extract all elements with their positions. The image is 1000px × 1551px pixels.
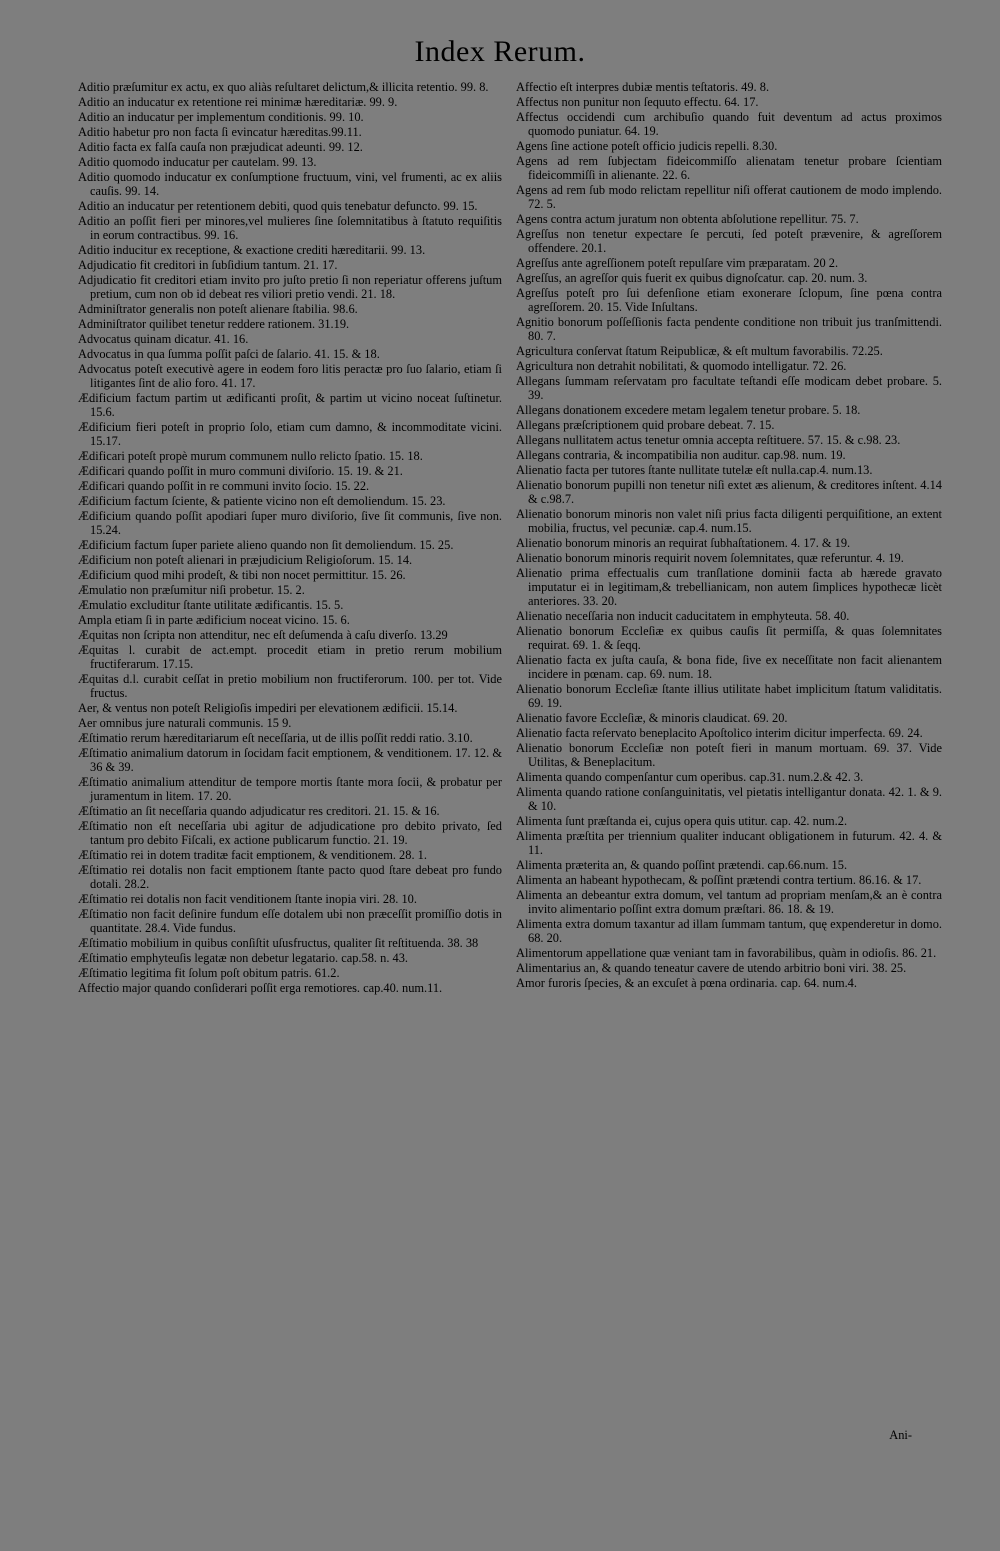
index-entry: Amor furoris ſpecies, & an excuſet à pœna ordinaria. cap. 64. num.4.	[516, 976, 857, 990]
index-entry: Ædificium non poteſt alienari in præjudicium Religioſorum. 15. 14.	[78, 553, 413, 567]
index-entry: Alienatio facta reſervato beneplacito Apoſtolico interim dicitur imperfecta. 69. 24.	[516, 726, 923, 740]
index-entry: Alimenta præſtita per triennium qualiter inducant obligationem in futurum. 42. 4. & 11.	[516, 829, 942, 857]
index-entry: Advocatus in qua ſumma poſſit paſci de ſalario. 41. 15. & 18.	[78, 347, 380, 361]
index-entry: Aditio an inducatur ex retentione rei minimæ hæreditariæ. 99. 9.	[78, 95, 398, 109]
index-entry: Æſtimatio legitima fit ſolum poſt obitum patris. 61.2.	[78, 966, 340, 980]
index-entry: Alimenta quando compenſantur cum operibus. cap.31. num.2.& 42. 3.	[516, 770, 864, 784]
index-entry: Affectus occidendi cum archibuſio quando fuit deventum ad actus proximos quomodo puniatur. 64. 19.	[516, 110, 942, 138]
index-entry: Allegans ſummam reſervatam pro facultate teſtandi eſſe modicam debet probare. 5. 39.	[516, 374, 942, 402]
index-entry: Alimenta quando ratione conſanguinitatis, vel pietatis intelligantur donata. 42. 1. & 9. & 10.	[516, 785, 942, 813]
index-entry: Agricultura non detrahit nobilitati, & quomodo intelligatur. 72. 26.	[516, 359, 847, 373]
index-entry: Aditio an inducatur per implementum conditionis. 99. 10.	[78, 110, 364, 124]
page-title: Index Rerum.	[414, 35, 586, 68]
index-entry: Alienatio bonorum pupilli non tenetur niſi extet æs alienum, & creditores inſtent. 4.14 & c.98.7.	[516, 478, 942, 506]
index-entry: Advocatus poteſt executivè agere in eodem foro litis peractæ pro ſuo ſalario, etiam ſi litigantes ſint de alio foro. 41. 17.	[78, 362, 502, 390]
index-entry: Ædificium factum ſuper pariete alieno quando non ſit demoliendum. 15. 25.	[78, 538, 454, 552]
index-entry: Affectus non punitur non ſequuto effectu. 64. 17.	[516, 95, 759, 109]
index-entry: Æmulatio excluditur ſtante utilitate ædificantis. 15. 5.	[78, 598, 344, 612]
index-entry: Aditio an inducatur per retentionem debiti, quod quis tenebatur defuncto. 99. 15.	[78, 199, 478, 213]
index-entry: Agreſſus non tenetur expectare ſe percuti, ſed poteſt prævenire, & agreſſorem offendere. 20.1.	[516, 227, 942, 255]
index-entry: Alimentarius an, & quando teneatur cavere de utendo arbitrio boni viri. 38. 25.	[516, 961, 907, 975]
index-entry: Alienatio neceſſaria non inducit caducitatem in emphyteuta. 58. 40.	[516, 609, 850, 623]
index-entry: Adjudicatio fit creditori etiam invito pro juſto pretio ſi non reperiatur offerens juſtum pretium, cum non ob id debeat res viliori pretio vendi. 21. 18.	[78, 273, 502, 301]
index-entry: Ædificium factum partim ut ædificanti proſit, & partim ut vicino noceat ſuſtinetur. 15.6.	[78, 391, 502, 419]
index-entry: Alienatio bonorum Eccleſiæ ex quibus cauſis ſit permiſſa, & quas ſolemnitates requirat. 69. 1. & ſeqq.	[516, 624, 942, 652]
index-entry: Allegans præſcriptionem quid probare debeat. 7. 15.	[516, 418, 775, 432]
index-entry: Alienatio bonorum minoris non valet niſi prius facta diligenti perquiſitione, an extent mobilia, fructus, vel pecuniæ. cap.4. num.15.	[516, 507, 942, 535]
index-entry: Alienatio prima effectualis cum tranſlatione dominii facta ab hærede gravato imputatur ei in legitimam,& trebellianicam, non autem ſimplices hypothecæ licèt anteriores. 33. 20.	[516, 566, 942, 608]
index-entry: Æſtimatio emphyteuſis legatæ non debetur legatario. cap.58. n. 43.	[78, 951, 408, 965]
index-entry: Aditio præſumitur ex actu, ex quo aliàs reſultaret delictum,& illicita retentio. 99. 8.	[78, 80, 489, 94]
index-entry: Allegans nullitatem actus tenetur omnia accepta reſtituere. 57. 15. & c.98. 23.	[516, 433, 901, 447]
index-entry: Alienatio bonorum Eccleſiæ ſtante illius utilitate habet implicitum ſtatum validitatis. 69. 19.	[516, 682, 942, 710]
index-entry: Alimenta ſunt præſtanda ei, cujus opera quis utitur. cap. 42. num.2.	[516, 814, 848, 828]
index-entry: Affectio eſt interpres dubiæ mentis teſtatoris. 49. 8.	[516, 80, 770, 94]
index-entry: Æſtimatio rei in dotem traditæ facit emptionem, & venditionem. 28. 1.	[78, 848, 427, 862]
index-entry: Agreſſus poteſt pro ſui defenſione etiam exonerare ſclopum, ſine pœna contra agreſſorem. 20. 15. Vide Inſultans.	[516, 286, 942, 314]
index-entry: Ampla etiam ſi in parte ædificium noceat vicino. 15. 6.	[78, 613, 350, 627]
index-entry: Æmulatio non præſumitur niſi probetur. 15. 2.	[78, 583, 305, 597]
index-entry: Advocatus quinam dicatur. 41. 16.	[78, 332, 249, 346]
index-entry: Agens ad rem ſub modo relictam repellitur niſi offerat cautionem de modo implendo. 72. 5.	[516, 183, 942, 211]
index-entry: Alimenta an habeant hypothecam, & poſſint prætendi contra tertium. 86.16. & 17.	[516, 873, 922, 887]
index-column-left	[72, 80, 502, 996]
index-entry: Ædificari quando poſſit in re communi invito ſocio. 15. 22.	[78, 479, 370, 493]
index-entry: Alienatio bonorum minoris an requirat ſubhaſtationem. 4. 17. & 19.	[516, 536, 851, 550]
index-entry: Æſtimatio animalium datorum in ſocidam facit emptionem, & venditionem. 17. 12. & 36 & 39.	[78, 746, 502, 774]
index-entry: Alimentorum appellatione quæ veniant tam in favorabilibus, quàm in odioſis. 86. 21.	[516, 946, 937, 960]
index-entry: Allegans donationem excedere metam legalem tenetur probare. 5. 18.	[516, 403, 861, 417]
index-entry: Alimenta extra domum taxantur ad illam ſummam tantum, quę expenderetur in domo. 68. 20.	[516, 917, 942, 945]
index-column-right	[510, 80, 942, 991]
index-entry: Aer, & ventus non poteſt Religioſis impediri per elevationem ædificii. 15.14.	[78, 701, 458, 715]
index-entry: Æſtimatio rei dotalis non facit emptionem ſtante pacto quod ſtare debeat pro fundo dotali. 28.2.	[78, 863, 502, 891]
index-entry: Alimenta an debeantur extra domum, vel tantum ad propriam menſam,& an è contra invito alimentario poſſint extra domum præſtari. 86. 18. & 19.	[516, 888, 942, 916]
index-entry: Ædificium quando poſſit apodiari ſuper muro diviſorio, ſive ſit communis, ſive non. 15.24.	[78, 509, 502, 537]
index-entry: Agricultura conſervat ſtatum Reipublicæ, & eſt multum favorabilis. 72.25.	[516, 344, 883, 358]
index-entry: Aditio quomodo inducatur per cautelam. 99. 13.	[78, 155, 317, 169]
index-entry: Alienatio facta ex juſta cauſa, & bona fide, ſive ex neceſſitate non facit alienantem incidere in pœnam. cap. 69. num. 18.	[516, 653, 942, 681]
index-entry: Ædificium fieri poteſt in proprio ſolo, etiam cum damno, & incommoditate vicini. 15.17.	[78, 420, 502, 448]
index-entry: Aer omnibus jure naturali communis. 15 9.	[78, 716, 292, 730]
index-entry: Ædificari poteſt propè murum communem nullo relicto ſpatio. 15. 18.	[78, 449, 423, 463]
index-entry: Aditio quomodo inducatur ex conſumptione fructuum, vini, vel frumenti, ac ex aliis cauſis. 99. 14.	[78, 170, 502, 198]
index-entry: Aditio habetur pro non facta ſi evincatur hæreditas.99.11.	[78, 125, 362, 139]
index-entry: Agreſſus ante agreſſionem poteſt repulſare vim præparatam. 20 2.	[516, 256, 839, 270]
index-entry: Aditio inducitur ex receptione, & exactione crediti hæreditarii. 99. 13.	[78, 243, 426, 257]
index-entry: Adminiſtrator quilibet tenetur reddere rationem. 31.19.	[78, 317, 350, 331]
index-entry: Æſtimatio animalium attenditur de tempore mortis ſtante mora ſocii, & probatur per juramentum in litem. 17. 20.	[78, 775, 502, 803]
index-entry: Alienatio bonorum minoris requirit novem ſolemnitates, quæ referuntur. 4. 19.	[516, 551, 904, 565]
index-entry: Aditio facta ex falſa cauſa non præjudicat adeunti. 99. 12.	[78, 140, 363, 154]
catchword: Ani-	[889, 1428, 912, 1442]
index-entry: Allegans contraria, & incompatibilia non auditur. cap.98. num. 19.	[516, 448, 846, 462]
index-entry: Alienatio bonorum Eccleſiæ non poteſt fieri in manum mortuam. 69. 37. Vide Utilitas, & Beneplacitum.	[516, 741, 942, 769]
index-entry: Æquitas non ſcripta non attenditur, nec eſt deſumenda à caſu diverſo. 13.29	[78, 628, 448, 642]
index-entry: Æſtimatio non facit deſinire fundum eſſe dotalem ubi non præceſſit promiſſio dotis in quantitate. 28.4. Vide fundus.	[78, 907, 502, 935]
index-entry: Ædificium factum ſciente, & patiente vicino non eſt demoliendum. 15. 23.	[78, 494, 446, 508]
index-entry: Alienatio favore Eccleſiæ, & minoris claudicat. 69. 20.	[516, 711, 788, 725]
index-entry: Aditio an poſſit fieri per minores,vel mulieres ſine ſolemnitatibus à ſtatuto requiſitis in eorum contractibus. 99. 16.	[78, 214, 502, 242]
index-entry: Affectio major quando conſiderari poſſit erga remotiores. cap.40. num.11.	[78, 981, 443, 995]
index-entry: Æſtimatio rei dotalis non facit venditionem ſtante inopia viri. 28. 10.	[78, 892, 417, 906]
index-entry: Alimenta præterita an, & quando poſſint prætendi. cap.66.num. 15.	[516, 858, 848, 872]
index-entry: Ædificari quando poſſit in muro communi diviſorio. 15. 19. & 21.	[78, 464, 403, 478]
index-entry: Agens ſine actione poteſt officio judicis repelli. 8.30.	[516, 139, 778, 153]
index-entry: Agreſſus, an agreſſor quis fuerit ex quibus dignoſcatur. cap. 20. num. 3.	[516, 271, 868, 285]
index-entry: Æſtimatio non eſt neceſſaria ubi agitur de adjudicatione pro debito privato, ſed tantum pro debito Fiſcali, ex actione publicarum functio. 21. 19.	[78, 819, 502, 847]
index-entry: Æquitas d.l. curabit ceſſat in pretio mobilium non fructiferorum. 100. per tot. Vide fructus.	[78, 672, 502, 700]
index-entry: Adjudicatio fit creditori in ſubſidium tantum. 21. 17.	[78, 258, 338, 272]
index-entry: Agens contra actum juratum non obtenta abſolutione repellitur. 75. 7.	[516, 212, 859, 226]
index-entry: Æquitas l. curabit de act.empt. procedit etiam in pretio rerum mobilium fructiferarum. 17.15.	[78, 643, 502, 671]
index-entry: Æſtimatio mobilium in quibus conſiſtit uſusfructus, qualiter ſit reſtituenda. 38. 38	[78, 936, 479, 950]
index-entry: Adminiſtrator generalis non poteſt alienare ſtabilia. 98.6.	[78, 302, 358, 316]
index-entry: Agnitio bonorum poſſeſſionis facta pendente conditione non tribuit jus tranſmittendi. 80. 7.	[516, 315, 942, 343]
index-entry: Æſtimatio rerum hæreditariarum eſt neceſſaria, ut de illis poſſit reddi ratio. 3.10.	[78, 731, 473, 745]
index-entry: Agens ad rem ſubjectam fideicommiſſo alienatam tenetur probare ſcientiam fideicommiſſi in alienante. 22. 6.	[516, 154, 942, 182]
index-entry: Æſtimatio an ſit neceſſaria quando adjudicatur res creditori. 21. 15. & 16.	[78, 804, 440, 818]
index-entry: Ædificium quod mihi prodeſt, & tibi non nocet permittitur. 15. 26.	[78, 568, 406, 582]
index-entry: Alienatio facta per tutores ſtante nullitate tutelæ eſt nulla.cap.4. num.13.	[516, 463, 873, 477]
